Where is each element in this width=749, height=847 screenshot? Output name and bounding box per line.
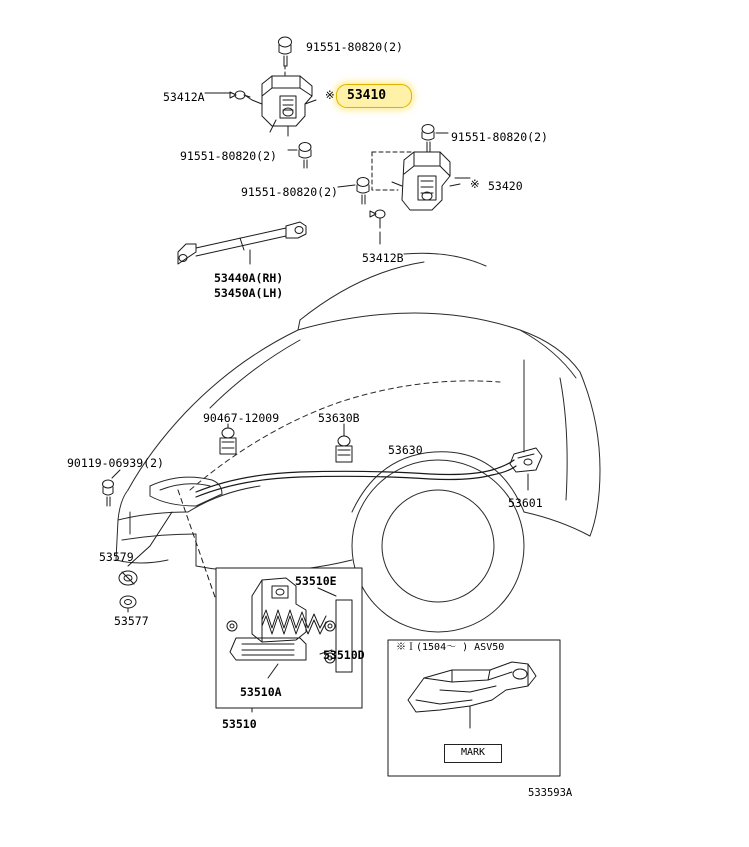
callout-53440a-rh: 53440A(RH)	[214, 271, 284, 285]
callout-90467-12009: 90467-12009	[203, 411, 280, 425]
callout-90119-06939: 90119-06939(2)	[67, 456, 164, 470]
inset-note-asv50: ※Ｉ(1504～ ) ASV50	[396, 642, 505, 653]
callout-91551-80820-mid: 91551-80820(2)	[241, 185, 338, 199]
bolt-90119-06939	[103, 480, 114, 506]
callout-53630b: 53630B	[318, 411, 360, 425]
figure-code: 533593A	[528, 787, 573, 799]
callout-53510: 53510	[222, 717, 257, 731]
callout-91551-80820-top: 91551-80820(2)	[306, 40, 403, 54]
callout-53579: 53579	[99, 550, 134, 564]
callout-mark-53410: ※	[325, 88, 335, 102]
callout-53420: 53420	[488, 179, 523, 193]
callout-91551-80820-right: 91551-80820(2)	[451, 130, 548, 144]
grommet-53577	[120, 596, 136, 608]
bolt-top	[279, 37, 292, 66]
clip-53412a	[230, 91, 250, 99]
callout-53412a: 53412A	[163, 90, 205, 104]
bolt-mid	[357, 178, 369, 205]
hood-lock-53420	[392, 152, 460, 210]
callout-mark-53420: ※	[470, 177, 480, 191]
callout-53412b: 53412B	[362, 251, 404, 265]
cable-clamp-53630b	[336, 436, 352, 462]
callout-53577: 53577	[114, 614, 149, 628]
callout-91551-80820-left: 91551-80820(2)	[180, 149, 277, 163]
mark-box: MARK	[444, 744, 502, 763]
hood-release-handle-53601	[510, 448, 542, 472]
hood-support-rod-53440a	[178, 222, 306, 264]
callout-53510e: 53510E	[295, 574, 337, 588]
callout-53510a: 53510A	[240, 685, 282, 699]
hood-lock-53410	[246, 76, 316, 136]
callout-53450a-lh: 53450A(LH)	[214, 286, 284, 300]
bolt-right	[422, 125, 434, 153]
callout-53510d: 53510D	[323, 648, 365, 662]
callout-53601: 53601	[508, 496, 543, 510]
clip-90467-12009	[220, 428, 236, 454]
grommet-53579	[119, 571, 137, 585]
callout-53630: 53630	[388, 443, 423, 457]
highlight-53410-label: 53410	[347, 88, 387, 103]
clip-53412b	[370, 210, 385, 228]
bolt-left	[299, 143, 311, 169]
